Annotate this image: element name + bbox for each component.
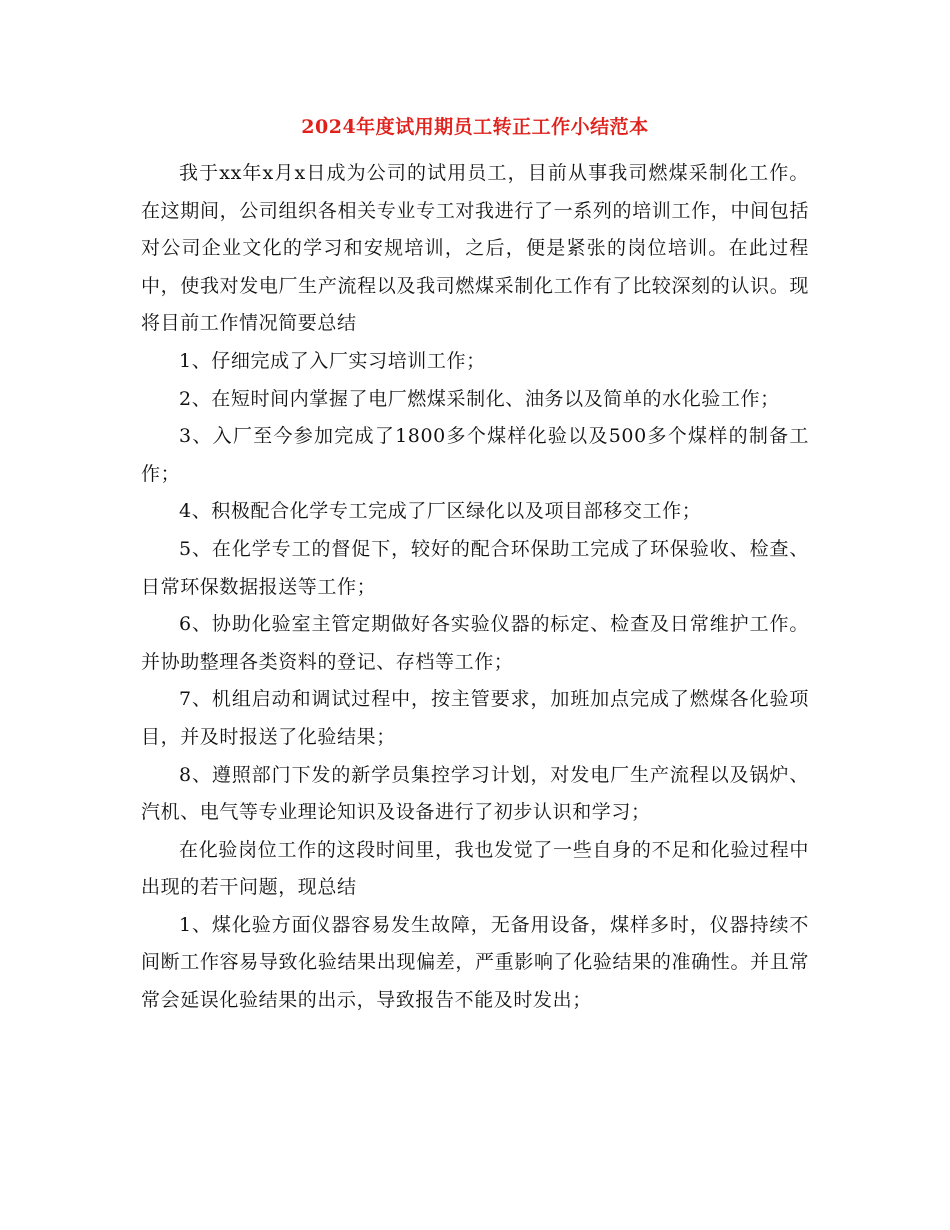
list-item-4: 4、积极配合化学专工完成了厂区绿化以及项目部移交工作； xyxy=(179,500,702,523)
document-body xyxy=(141,155,809,1020)
list-item-3: 3、入厂至今参加完成了1800多个煤样化验以及500多个煤样的制备工作； xyxy=(141,425,809,485)
list-item-1: 1、仔细完成了入厂实习培训工作； xyxy=(179,349,486,372)
document-title: 2024年度试用期员工转正工作小结范本 xyxy=(301,116,649,138)
problems-intro-paragraph: 在化验岗位工作的这段时间里，我也发觉了一些自身的不足和化验过程中出现的若干问题，现总结 xyxy=(141,838,809,899)
problem-item-1: 1、煤化验方面仪器容易发生故障，无备用设备，煤样多时，仪器持续不间断工作容易导致化验结果出现偏差，严重影响了化验结果的准确性。并且常常会延误化验结果的出示，导致报告不能及时发出； xyxy=(141,913,809,1012)
intro-paragraph: 我于xx年x月x日成为公司的试用员工，目前从事我司燃煤采制化工作。在这期间，公司组织各相关专业专工对我进行了一系列的培训工作，中间包括对公司企业文化的学习和安规培训，之后，便是紧张的岗位培训。在此过程中，使我对发电厂生产流程以及我司燃煤采制化工作有了比较深刻的认识。现将目前工作情况简要总结 xyxy=(141,162,809,335)
list-item-2: 2、在短时间内掌握了电厂燃煤采制化、油务以及简单的水化验工作； xyxy=(179,387,780,410)
list-item-7: 7、机组启动和调试过程中，按主管要求，加班加点完成了燃煤各化验项目，并及时报送了化验结果； xyxy=(141,688,809,748)
list-item-6: 6、协助化验室主管定期做好各实验仪器的标定、检查及日常维护工作。并协助整理各类资料的登记、存档等工作； xyxy=(141,613,809,673)
list-item-5: 5、在化学专工的督促下，较好的配合环保助工完成了环保验收、检查、日常环保数据报送等工作； xyxy=(141,537,809,598)
list-item-8: 8、遵照部门下发的新学员集控学习计划，对发电厂生产流程以及锅炉、汽机、电气等专业理论知识及设备进行了初步认识和学习； xyxy=(141,763,809,824)
